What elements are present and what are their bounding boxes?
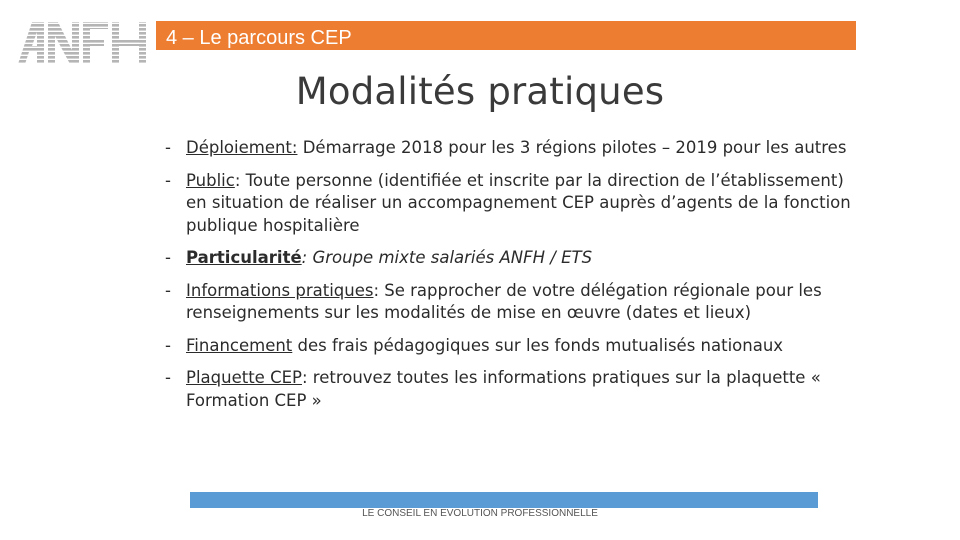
bullet-text: : Se rapprocher de votre délégation régionale pour les renseignements sur les modalités de mise en œuvre (dates et lieux)	[186, 280, 822, 322]
bullet-dash: -	[165, 368, 171, 387]
bullet-dash: -	[165, 335, 171, 355]
bullet-label-financement: Financement	[186, 335, 293, 355]
bullet-item	[165, 335, 855, 358]
bullet-dash: -	[165, 170, 171, 190]
bullet-text: Démarrage 2018 pour les 3 régions pilotes – 2019 pour les autres	[297, 138, 847, 157]
bullet-dash: -	[165, 280, 171, 300]
bullet-list	[165, 137, 855, 422]
bullet-dash: -	[165, 138, 171, 157]
bullet-label-deploiement: Déploiement:	[186, 138, 298, 157]
bullet-item	[165, 280, 855, 325]
bullet-label-informations: Informations pratiques	[186, 280, 374, 300]
bullet-label-particularite: Particularité	[186, 248, 302, 267]
bullet-label-plaquette: Plaquette CEP	[186, 368, 302, 387]
bullet-text: : retrouvez toutes les informations pratiques sur la plaquette « Formation CEP »	[186, 368, 821, 410]
page-title: Modalités pratiques	[295, 70, 665, 113]
section-header	[156, 21, 856, 50]
anfh-logo	[18, 20, 146, 66]
section-header-title: 4 – Le parcours CEP	[166, 27, 352, 49]
bullet-item	[165, 170, 855, 238]
footer-text: LE CONSEIL EN EVOLUTION PROFESSIONNELLE	[362, 508, 598, 519]
bullet-item	[165, 367, 855, 412]
bullet-dash: -	[165, 248, 171, 267]
bullet-item	[165, 247, 855, 270]
bullet-label-public: Public	[186, 170, 235, 190]
bullet-item	[165, 137, 855, 160]
bullet-text: : Toute personne (identifiée et inscrite par la direction de l’établissement) en situation de réaliser un accompagnement CEP auprès d’agents de la fonction publique hospitalière	[186, 170, 851, 235]
bullet-text: des frais pédagogiques sur les fonds mutualisés nationaux	[292, 335, 784, 355]
footer-bar	[190, 492, 818, 508]
bullet-text: : Groupe mixte salariés ANFH / ETS	[301, 248, 593, 267]
logo-label: ANFH	[18, 20, 21, 21]
